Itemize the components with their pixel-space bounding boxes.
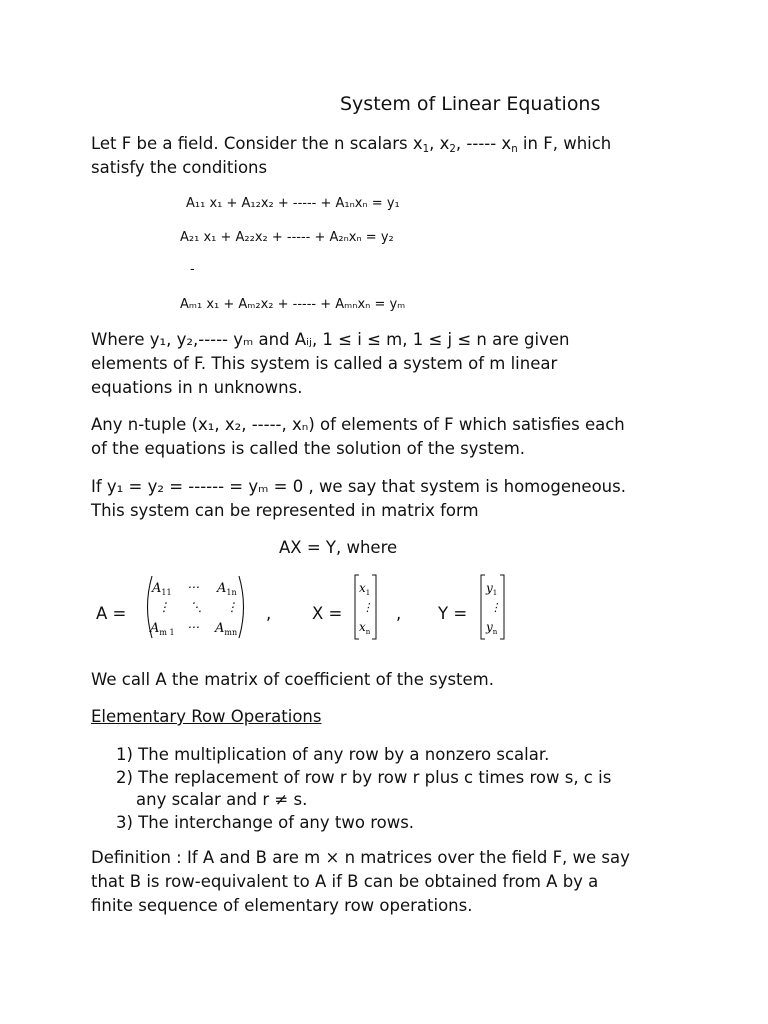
tuple-line-2: of the equations is called the solution of the system. bbox=[91, 439, 526, 458]
matrix-a-1n: $A_{1n}$ bbox=[217, 581, 237, 597]
matrix-y-vdots: ⋮ bbox=[490, 601, 501, 614]
matrix-a-11: $A_{11}$ bbox=[152, 581, 172, 597]
matrix-y-left-bracket bbox=[481, 575, 485, 639]
intro-line-2: satisfy the conditions bbox=[91, 158, 268, 177]
matrix-a-right-paren bbox=[239, 576, 244, 638]
matrix-a-m1: $A_{m 1}$ bbox=[150, 621, 175, 637]
definition-line-2: that B is row-equivalent to A if B can be obtained from A by a bbox=[91, 872, 599, 891]
matrix-a-hdots-top: ⋯ bbox=[187, 580, 199, 594]
list-item: 1) The multiplication of any row by a nonzero scalar. bbox=[116, 745, 550, 764]
homogeneous-line-1: If y₁ = y₂ = ------ = yₘ = 0 , we say that system is homogeneous. bbox=[91, 477, 626, 496]
intro-line-1: Let F be a field. Consider the n scalars $x_1$, $x_2$, ----- $x_n$ in F, which bbox=[91, 134, 612, 156]
matrix-a-ddots: ⋱ bbox=[190, 600, 202, 614]
where-line-2: elements of F. This system is called a system of m linear bbox=[91, 354, 558, 373]
equation-ellipsis: - bbox=[190, 262, 195, 277]
page-title: System of Linear Equations bbox=[340, 93, 601, 115]
list-item: 3) The interchange of any two rows. bbox=[116, 812, 415, 832]
homogeneous-line-2: This system can be represented in matrix form bbox=[91, 501, 479, 520]
matrix-a-hdots-bottom: ⋯ bbox=[187, 620, 199, 634]
matrix-x-n: $x_n$ bbox=[359, 620, 371, 636]
list-item: 2) The replacement of row r by row r plus c times row s, c is bbox=[116, 767, 612, 787]
list-item-continuation: any scalar and r ≠ s. bbox=[136, 790, 308, 809]
comma-2: , bbox=[396, 604, 402, 623]
definition-line-3: finite sequence of elementary row operations. bbox=[91, 896, 473, 915]
equation-2: A₂₁ x₁ + A₂₂x₂ + ----- + A₂ₙxₙ = y₂ bbox=[180, 230, 394, 245]
definition-line-1: Definition : If A and B are m × n matrices over the field F, we say bbox=[91, 848, 630, 867]
where-line-3: equations in n unknowns. bbox=[91, 378, 303, 397]
matrix-y-1: $y_1$ bbox=[486, 581, 498, 597]
comma-1: , bbox=[266, 604, 272, 623]
matrix-x-1: $x_1$ bbox=[359, 581, 371, 597]
coefficient-paragraph: We call A the matrix of coefficient of the system. bbox=[91, 670, 494, 689]
equation-1: A₁₁ x₁ + A₁₂x₂ + ----- + A₁ₙxₙ = y₁ bbox=[186, 196, 400, 211]
where-line-1: Where y₁, y₂,----- yₘ and Aᵢⱼ, 1 ≤ i ≤ m, 1 ≤ j ≤ n are given bbox=[91, 330, 570, 349]
matrix-form-equation: AX = Y, where bbox=[279, 538, 398, 557]
row-operations-list bbox=[116, 744, 611, 834]
matrix-x-label: X = bbox=[312, 604, 343, 623]
matrix-y-n: $y_n$ bbox=[486, 620, 498, 636]
matrix-a-label: A = bbox=[96, 604, 127, 623]
definition-paragraph bbox=[91, 846, 691, 918]
matrix-a-mn: $A_{mn}$ bbox=[215, 621, 238, 637]
matrix-y-label: Y = bbox=[438, 604, 468, 623]
tuple-line-1: Any n-tuple (x₁, x₂, -----, xₙ) of elements of F which satisfies each bbox=[91, 415, 625, 434]
matrix-a-vdots-left: ⋮ bbox=[158, 600, 170, 614]
elementary-row-operations-heading: Elementary Row Operations bbox=[91, 707, 322, 726]
equation-m: Aₘ₁ x₁ + Aₘ₂x₂ + ----- + Aₘₙxₙ = yₘ bbox=[180, 297, 406, 312]
matrix-x-vdots: ⋮ bbox=[362, 601, 373, 614]
matrix-a-vdots-right: ⋮ bbox=[226, 600, 238, 614]
